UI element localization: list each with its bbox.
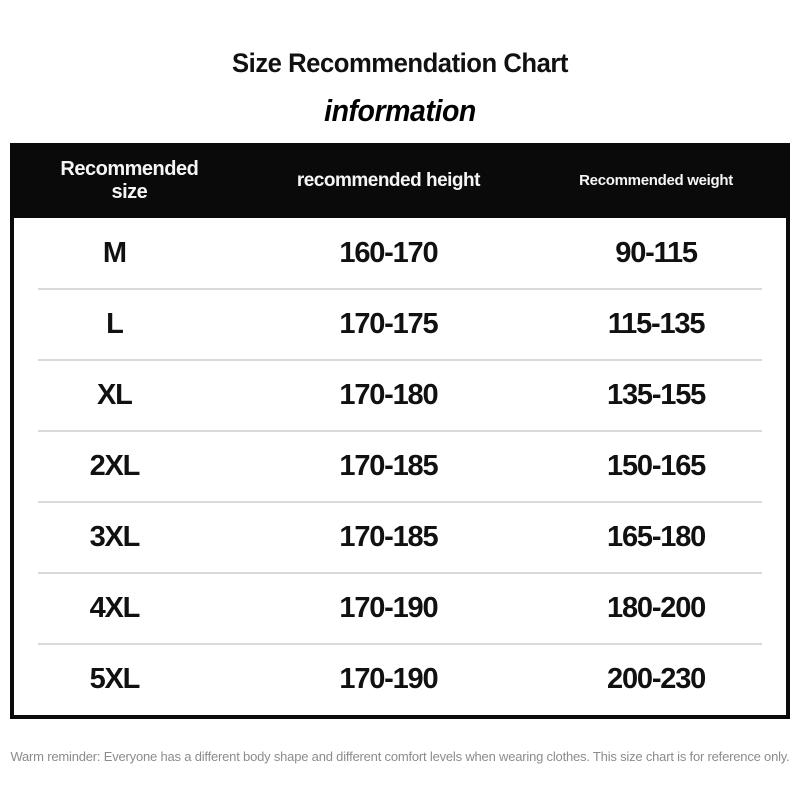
- size-cell: 5XL: [89, 663, 140, 695]
- height-cell: 170-185: [339, 450, 438, 482]
- weight-cell: 90-115: [615, 237, 697, 269]
- table-row: [14, 360, 786, 431]
- height-cell: 170-180: [339, 379, 438, 411]
- height-cell: 160-170: [339, 237, 438, 269]
- table-row: [14, 502, 786, 573]
- weight-cell: 150-165: [607, 450, 706, 482]
- page-subtitle: information: [324, 93, 476, 128]
- column-header-height: recommended height: [296, 169, 480, 191]
- height-cell: 170-190: [339, 592, 438, 624]
- table-body: [14, 218, 786, 715]
- table-row: [14, 218, 786, 289]
- table-row: [14, 644, 786, 715]
- table-row: [14, 289, 786, 360]
- table-row: [14, 431, 786, 502]
- footer-note: Warm reminder: Everyone has a different body shape and different comfort levels when wearing clothes. This size chart is for reference only.: [10, 749, 790, 764]
- weight-cell: 115-135: [607, 308, 705, 340]
- weight-cell: 135-155: [607, 379, 706, 411]
- size-cell: XL: [97, 379, 132, 411]
- weight-cell: 200-230: [607, 663, 706, 695]
- height-cell: 170-185: [339, 521, 438, 553]
- table-header-row: [14, 143, 786, 218]
- height-cell: 170-190: [339, 663, 438, 695]
- weight-cell: 165-180: [607, 521, 706, 553]
- weight-cell: 180-200: [607, 592, 706, 624]
- size-cell: 4XL: [89, 592, 140, 624]
- size-cell: 2XL: [89, 450, 140, 482]
- column-header-weight: Recommended weight: [579, 172, 733, 189]
- table-row: [14, 573, 786, 644]
- size-cell: 3XL: [89, 521, 140, 553]
- size-table: [10, 143, 790, 719]
- size-cell: L: [106, 308, 123, 340]
- page-title: Size Recommendation Chart: [232, 48, 568, 78]
- column-header-size: Recommended size: [60, 157, 199, 203]
- height-cell: 170-175: [339, 308, 438, 340]
- size-cell: M: [102, 237, 126, 269]
